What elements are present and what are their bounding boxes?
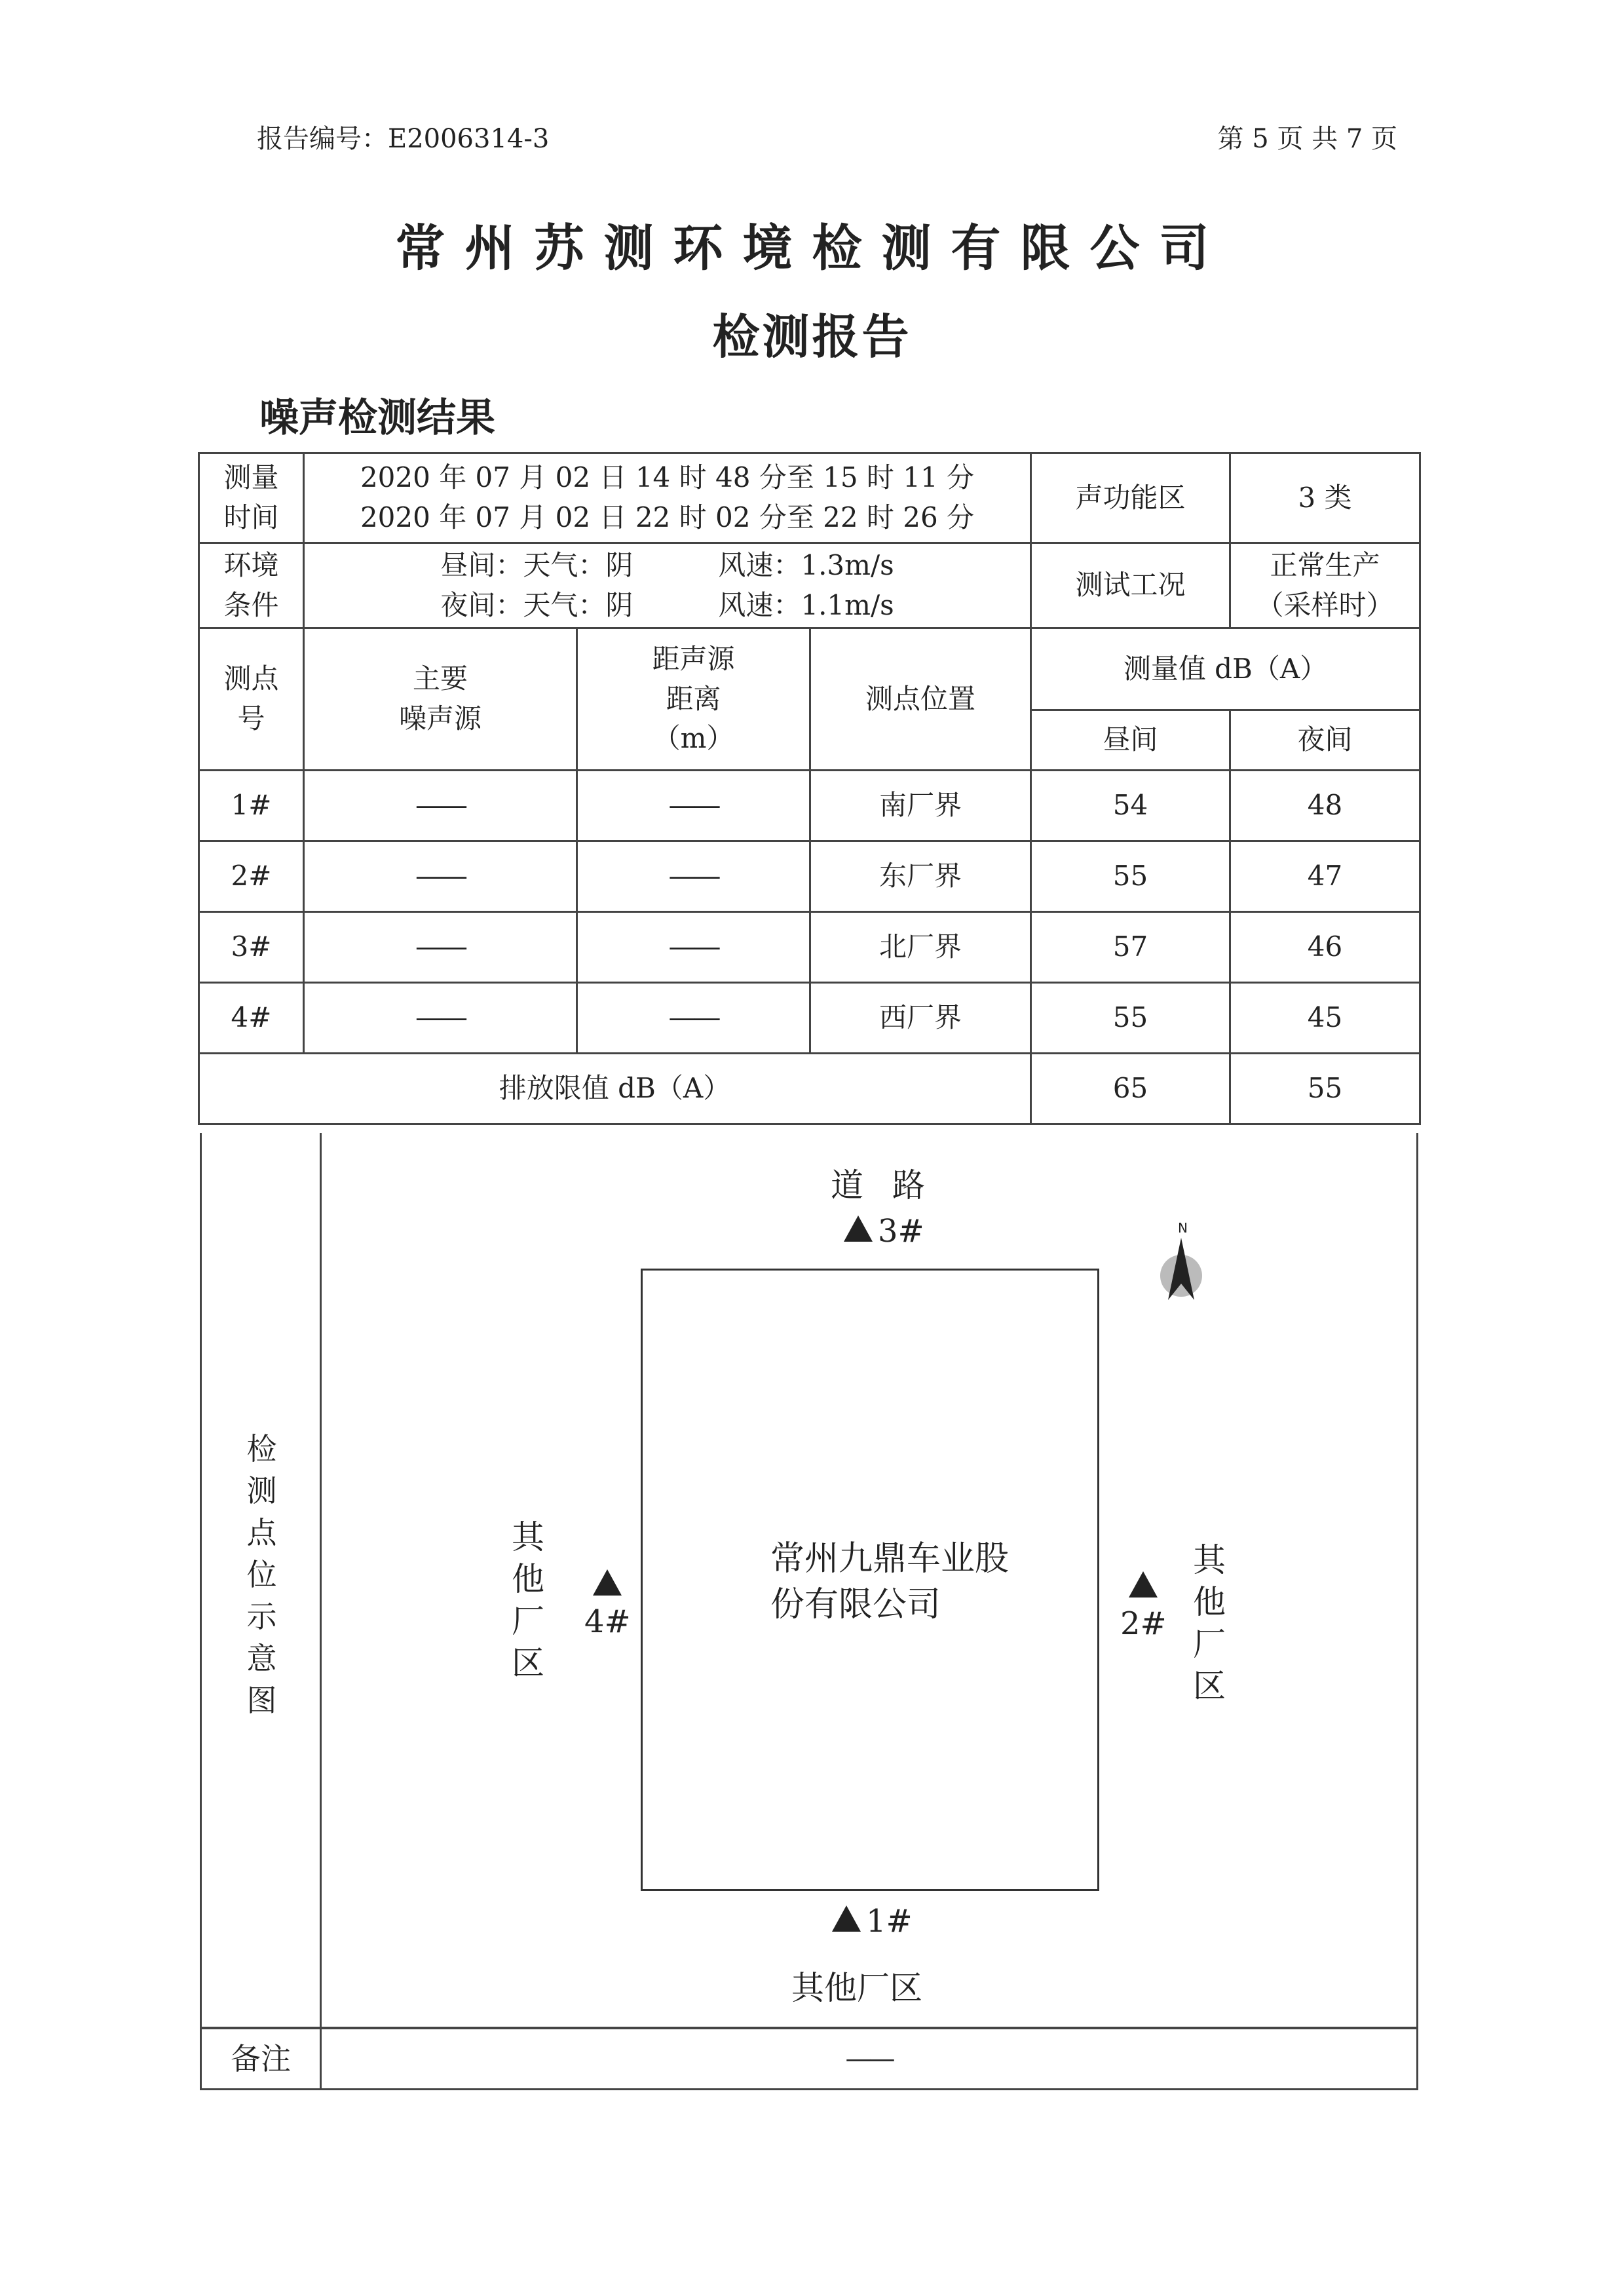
triangle-marker-icon (844, 1215, 873, 1242)
col-source: 主要 噪声源 (304, 628, 577, 771)
distance: —— (577, 841, 810, 912)
night-value: 46 (1230, 912, 1420, 983)
time-line-1: 2020 年 07 月 02 日 14 时 48 分至 15 时 11 分 (360, 461, 975, 494)
col-measured: 测量值 dB（A） (1031, 628, 1420, 710)
point-4 (584, 1567, 630, 1640)
table-row (199, 771, 1420, 841)
zone-value: 3 类 (1230, 453, 1420, 543)
point-3 (844, 1213, 924, 1250)
noise-results-table (198, 452, 1421, 1125)
triangle-marker-icon (1129, 1571, 1158, 1598)
location: 西厂界 (810, 983, 1031, 1054)
point-no: 3# (199, 912, 304, 983)
limit-day: 65 (1031, 1054, 1230, 1124)
cond-label: 测试工况 (1031, 543, 1230, 628)
night-value: 45 (1230, 983, 1420, 1054)
col-distance: 距声源 距离 （m） (577, 628, 810, 771)
point-1-label: 1# (866, 1903, 913, 1940)
day-value: 55 (1031, 841, 1230, 912)
source: —— (304, 983, 577, 1054)
col-point-no: 测点 号 (199, 628, 304, 771)
point-4-label: 4# (584, 1603, 631, 1640)
zone-label: 声功能区 (1031, 453, 1230, 543)
day-wind: 风速：1.3m/s (718, 548, 894, 581)
point-1 (832, 1903, 913, 1940)
time-label: 测量 时间 (199, 453, 304, 543)
company-name: 常州苏测环境检测有限公司 (395, 219, 1229, 277)
col-day: 昼间 (1031, 710, 1230, 771)
col-night: 夜间 (1230, 710, 1420, 771)
day-value: 54 (1031, 771, 1230, 841)
point-2-label: 2# (1120, 1605, 1167, 1642)
location: 南厂界 (810, 771, 1031, 841)
page-info: 第 5 页 共 7 页 (1217, 124, 1397, 154)
table-row (199, 841, 1420, 912)
distance: —— (577, 983, 810, 1054)
night-value: 48 (1230, 771, 1420, 841)
point-no: 2# (199, 841, 304, 912)
location: 东厂界 (810, 841, 1031, 912)
night-value: 47 (1230, 841, 1420, 912)
left-zone-label: 其 他 厂 区 (512, 1518, 544, 1682)
source: —— (304, 841, 577, 912)
col-location: 测点位置 (810, 628, 1031, 771)
point-2 (1120, 1569, 1166, 1642)
compass-icon (1152, 1218, 1211, 1310)
point-3-label: 3# (878, 1213, 924, 1250)
remark-label: 备注 (202, 2029, 322, 2088)
right-zone-label: 其 他 厂 区 (1193, 1541, 1226, 1705)
source: —— (304, 912, 577, 983)
remark-row (200, 2027, 1418, 2090)
remark-value: —— (845, 2044, 893, 2074)
triangle-marker-icon (593, 1569, 622, 1596)
section-title: 噪声检测结果 (259, 395, 495, 441)
day-value: 57 (1031, 912, 1230, 983)
location: 北厂界 (810, 912, 1031, 983)
day-weather: 昼间：天气：阴 (440, 548, 633, 581)
point-no: 1# (199, 771, 304, 841)
distance: —— (577, 912, 810, 983)
bottom-zone-label: 其他厂区 (791, 1969, 922, 2007)
env-conditions (304, 543, 1031, 628)
road-label: 道 路 (831, 1166, 934, 1204)
night-weather: 夜间：天气：阴 (440, 588, 633, 621)
report-number: 报告编号：E2006314-3 (257, 124, 550, 154)
factory-name: 常州九鼎车业股 份有限公司 (770, 1539, 1010, 1624)
table-row (199, 983, 1420, 1054)
report-title: 检测报告 (712, 309, 912, 364)
day-value: 55 (1031, 983, 1230, 1054)
diagram-label-column (202, 1133, 322, 2027)
compass-n-label: N (1178, 1220, 1188, 1236)
point-location-diagram (200, 1133, 1418, 2029)
cond-value: 正常生产 （采样时） (1230, 543, 1420, 628)
limit-row (199, 1054, 1420, 1124)
measure-time (304, 453, 1031, 543)
env-label: 环境 条件 (199, 543, 304, 628)
limit-night: 55 (1230, 1054, 1420, 1124)
night-wind: 风速：1.1m/s (718, 588, 894, 621)
limit-label: 排放限值 dB（A） (199, 1054, 1031, 1124)
point-no: 4# (199, 983, 304, 1054)
diagram-label: 检 测 点 位 示 意 图 (246, 1431, 277, 1718)
table-row (199, 912, 1420, 983)
distance: —— (577, 771, 810, 841)
time-line-2: 2020 年 07 月 02 日 22 时 02 分至 22 时 26 分 (360, 501, 975, 533)
source: —— (304, 771, 577, 841)
triangle-marker-icon (832, 1905, 861, 1932)
